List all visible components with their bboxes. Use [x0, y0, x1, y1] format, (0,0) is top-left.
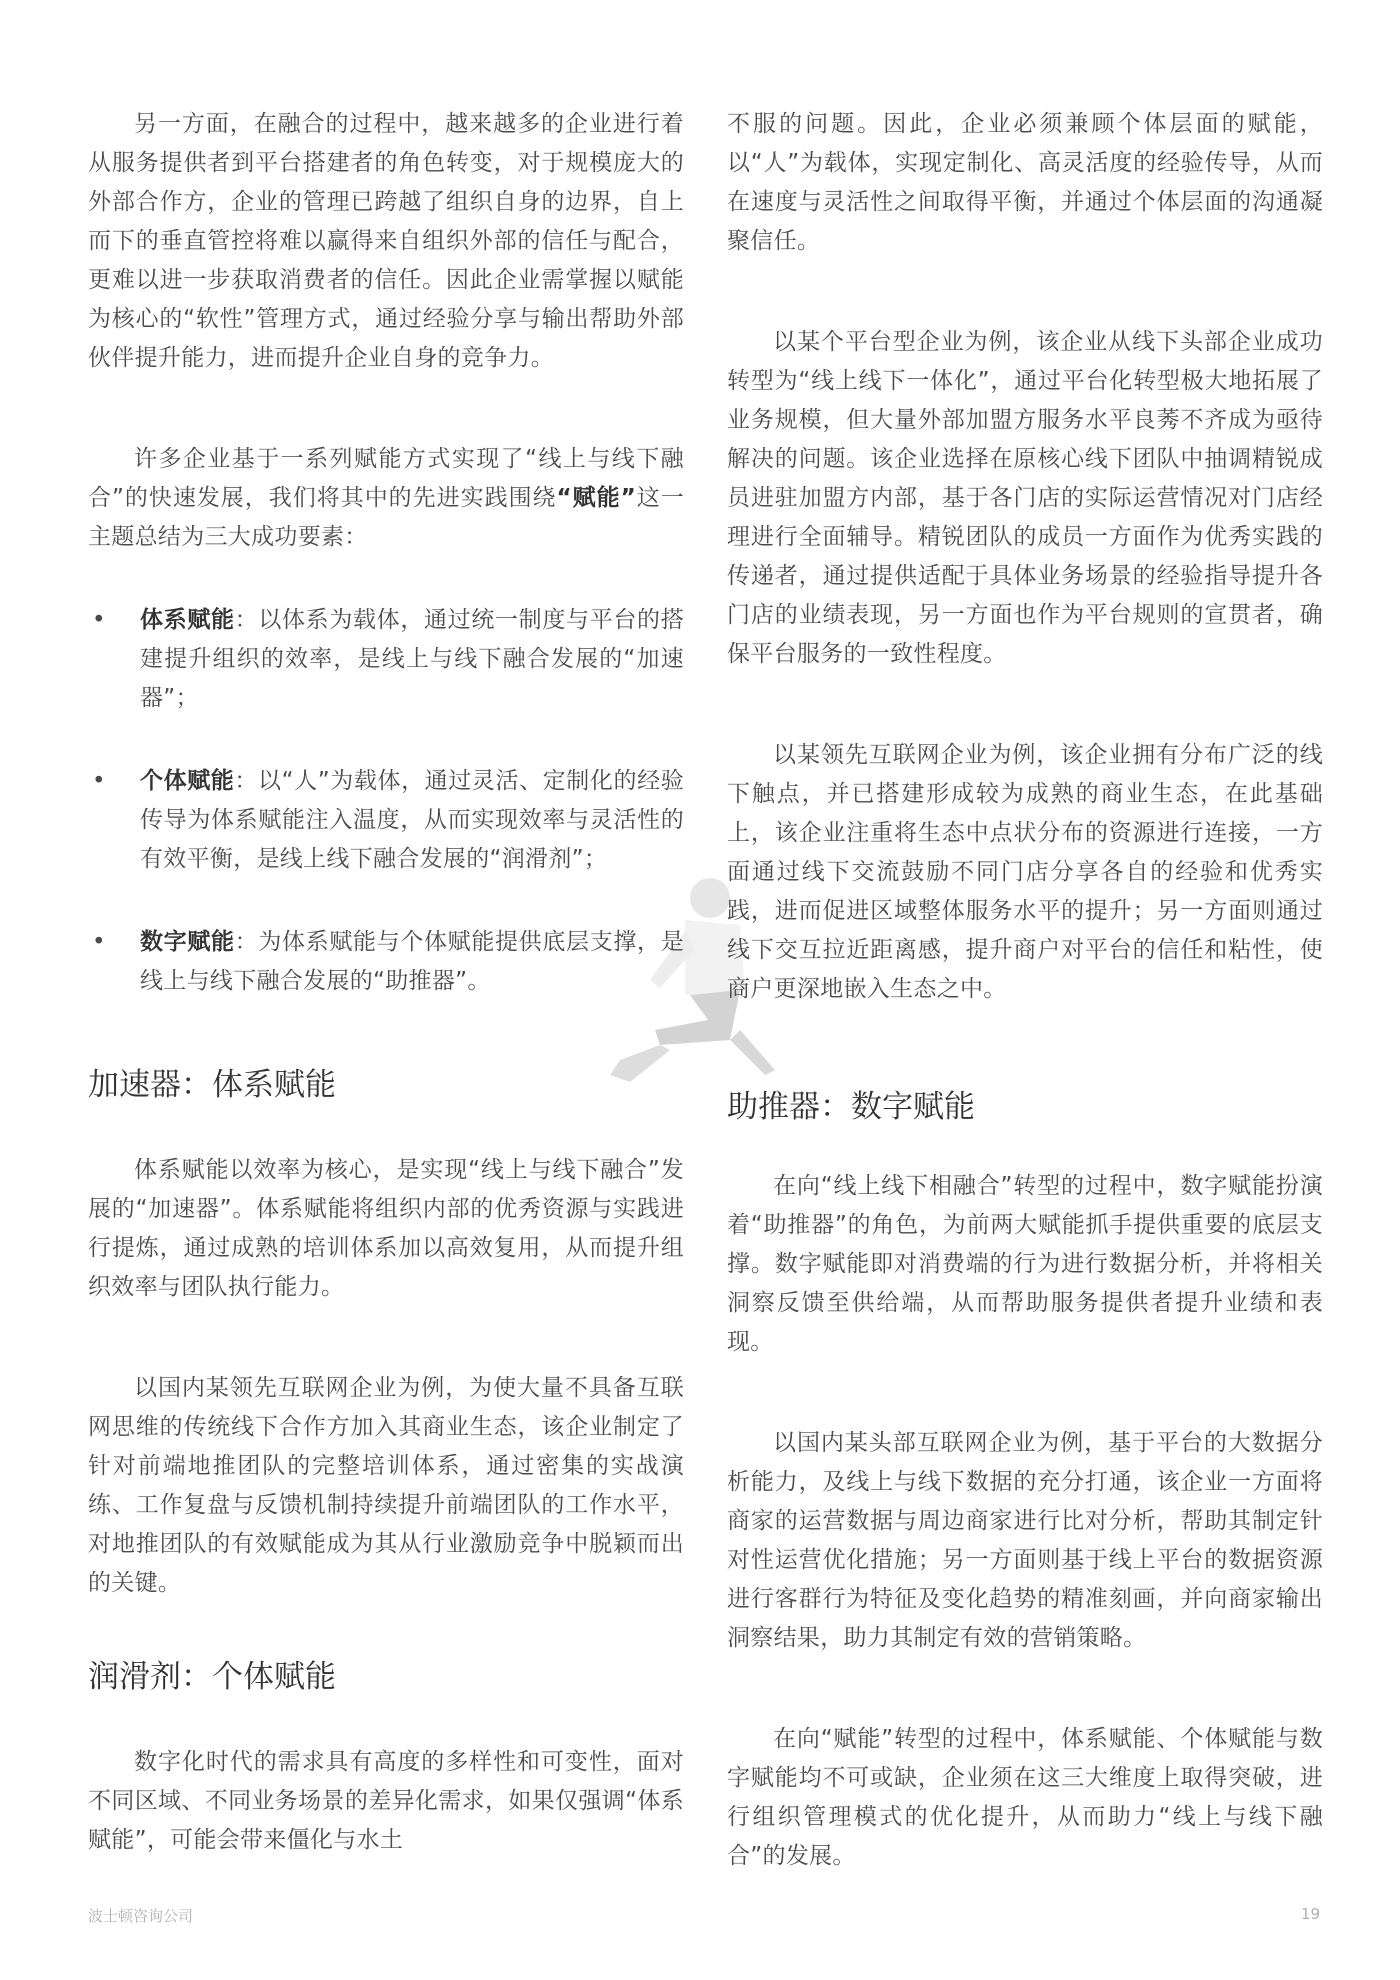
paragraph: 以某领先互联网企业为例，该企业拥有分布广泛的线下触点，并已搭建形成较为成熟的商业生态，在此基础上，该企业注重将生态中点状分布的资源进行连接，一方面通过线下交流鼓励不同门店分享各自的经验和优秀实践，进而促进区域整体服务水平的提升；另一方面则通过线下交互拉近距离感，提升商户对平台的信任和粘性，使商户更深地嵌入生态之中。 — [727, 742, 1323, 1002]
paragraph-text: 这一主题总结为三大成功要素： — [88, 485, 684, 550]
section-heading: 助推器：数字赋能 — [727, 1089, 975, 1125]
paragraph: 另一方面，在融合的过程中，越来越多的企业进行着从服务提供者到平台搭建者的角色转变，对于规模庞大的外部合作方，企业的管理已跨越了组织自身的边界，自上而下的垂直管控将难以赢得来自组织外部的信任与配合，更难以进一步获取消费者的信任。因此企业需掌握以赋能为核心的“软性”管理方式，通过经验分享与输出帮助外部伙伴提升能力，进而提升企业自身的竞争力。 — [88, 111, 684, 371]
list-item-title: 个体赋能 — [140, 768, 235, 794]
list-item — [88, 762, 684, 879]
bullet-icon: • — [92, 607, 106, 633]
paragraph: 在向“赋能”转型的过程中，体系赋能、个体赋能与数字赋能均不可或缺，企业须在这三大维度上取得突破，进行组织管理模式的优化提升，从而助力“线上与线下融合”的发展。 — [727, 1726, 1323, 1869]
paragraph: 在向“线上线下相融合”转型的过程中，数字赋能扮演着“助推器”的角色，为前两大赋能抓手提供重要的底层支撑。数字赋能即对消费端的行为进行数据分析，并将相关洞察反馈至供给端，从而帮助服务提供者提升业绩和表现。 — [727, 1173, 1323, 1355]
paragraph: 以国内某头部互联网企业为例，基于平台的大数据分析能力，及线上与线下数据的充分打通，该企业一方面将商家的运营数据与周边商家进行比对分析，帮助其制定针对性运营优化措施；另一方面则基于线上平台的数据资源进行客群行为特征及变化趋势的精准刻画，并向商家输出洞察结果，助力其制定有效的营销策略。 — [727, 1430, 1323, 1651]
paragraph-text: 许多企业基于一系列赋能方式实现了“线上与线下融合”的快速发展，我们将其中的先进实践围绕 — [88, 446, 684, 511]
paragraph: 数字化时代的需求具有高度的多样性和可变性，面对不同区域、不同业务场景的差异化需求，如果仅强调“体系赋能”，可能会带来僵化与水土 — [88, 1749, 684, 1853]
list-item-text: ：以“人”为载体，通过灵活、定制化的经验传导为体系赋能注入温度，从而实现效率与灵活性的有效平衡，是线上线下融合发展的“润滑剂”； — [140, 768, 684, 872]
page-number: 19 — [1300, 1905, 1320, 1923]
paragraph: 体系赋能以效率为核心，是实现“线上与线下融合”发展的“加速器”。体系赋能将组织内部的优秀资源与实践进行提炼，通过成熟的培训体系加以高效复用，从而提升组织效率与团队执行能力。 — [88, 1157, 684, 1300]
bullet-icon: • — [92, 768, 106, 794]
paragraph — [88, 440, 684, 557]
list-item-title: 数字赋能 — [140, 929, 235, 955]
list-item-title: 体系赋能 — [140, 607, 235, 633]
bullet-icon: • — [92, 929, 106, 955]
right-column — [727, 105, 1323, 1876]
list-item — [88, 601, 684, 718]
bold-keyword: “赋能” — [556, 485, 637, 511]
list-item — [88, 923, 684, 1001]
paragraph: 不服的问题。因此，企业必须兼顾个体层面的赋能，以“人”为载体，实现定制化、高灵活度的经验传导，从而在速度与灵活性之间取得平衡，并通过个体层面的沟通凝聚信任。 — [727, 111, 1323, 254]
paragraph: 以国内某领先互联网企业为例，为使大量不具备互联网思维的传统线下合作方加入其商业生态，该企业制定了针对前端地推团队的完整培训体系，通过密集的实战演练、工作复盘与反馈机制持续提升前端团队的工作水平，对地推团队的有效赋能成为其从行业激励竞争中脱颖而出的关键。 — [88, 1375, 684, 1596]
paragraph: 以某个平台型企业为例，该企业从线下头部企业成功转型为“线上线下一体化”，通过平台化转型极大地拓展了业务规模，但大量外部加盟方服务水平良莠不齐成为亟待解决的问题。该企业选择在原核心线下团队中抽调精锐成员进驻加盟方内部，基于各门店的实际运营情况对门店经理进行全面辅导。精锐团队的成员一方面作为优秀实践的传递者，通过提供适配于具体业务场景的经验指导提升各门店的业绩表现，另一方面也作为平台规则的宣贯者，确保平台服务的一致性程度。 — [727, 329, 1323, 667]
left-column — [88, 105, 684, 1860]
list-item-text: ：以体系为载体，通过统一制度与平台的搭建提升组织的效率，是线上与线下融合发展的“加速器”； — [140, 607, 684, 711]
success-factor-list — [88, 601, 684, 1001]
section-heading: 加速器：体系赋能 — [88, 1067, 336, 1103]
list-item-text: ：为体系赋能与个体赋能提供底层支撑，是线上与线下融合发展的“助推器”。 — [140, 929, 684, 994]
section-heading: 润滑剂：个体赋能 — [88, 1659, 336, 1695]
footer-company: 波士顿咨询公司 — [88, 1907, 194, 1925]
